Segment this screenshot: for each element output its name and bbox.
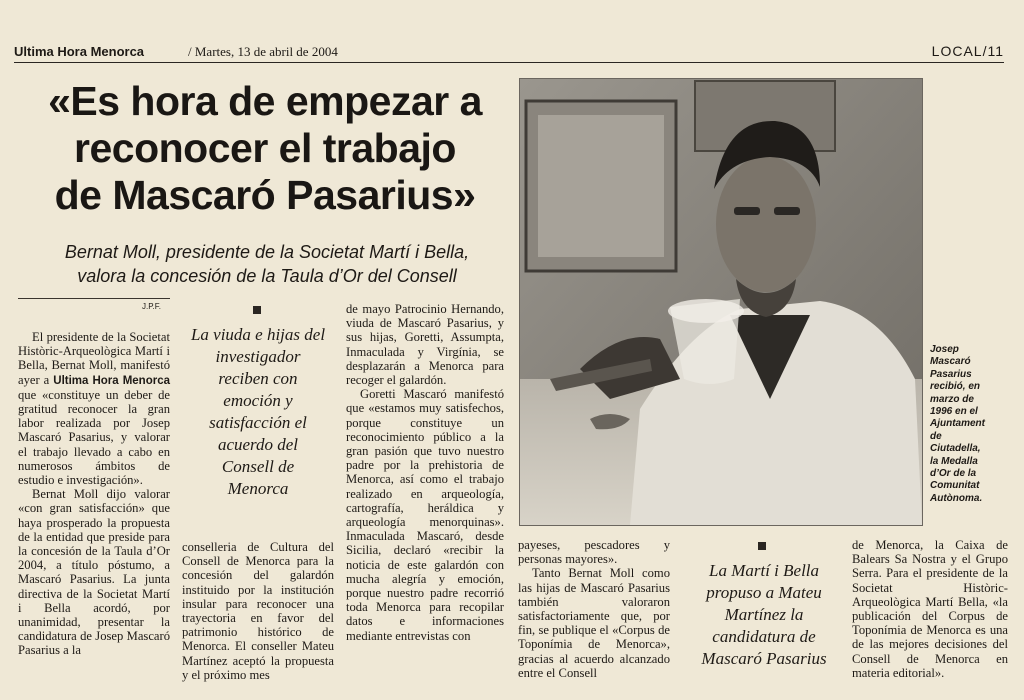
article-column-2 [182, 540, 334, 682]
publication-date: / Martes, 13 de abril de 2004 [188, 44, 338, 59]
paragraph: Bernat Moll dijo valorar «con gran satisfacción» que haya prosperado la propuesta de la entidad que preside para la concesión de la Taula d’Or 2004, a título póstumo, a Mascaró Pasarius. La junta directiva de la Societat Martí i Bella acordó, por unanimidad, presentar la candidatura de Josep Mascaró Pasarius a la [18, 487, 170, 658]
publication-mention: Ultima Hora Menorca [53, 374, 170, 387]
paragraph: de Menorca, la Caixa de Balears Sa Nostra y el Grupo Serra. Para el presidente de la Societat Històric-Arqueològica Martí Bella, «la publicación del Corpus de Toponímia de Menorca es una de las mejores decisiones del Consell de Menorca en materia editorial». [852, 538, 1008, 680]
paragraph: El presidente de la Societat Històric-Arqueològica Martí i Bella, Bernat Moll, manifestó ayer a Ultima Hora Menorca que «constituye un deber de gratitud reconocer la gran labor realizada por Josep Mascaró Pasarius, y valorar el trabajo llevado a cabo en numerosos ámbitos de estudio e investigación». [18, 330, 170, 488]
paragraph: Goretti Mascaró manifestó que «estamos muy satisfechos, porque constituye un reconocimiento público a la gran pasión que tuvo nuestro padre por la prehistoria de Menorca, así como el trabajo realizado en arqueología, cartografía, heráldica y arqueología menorquinas». Inmaculada Mascaró, desde Sicilia, declaró «recibir la noticia de este galardón con mucha alegría y emoción, porque nuestro padre recorrió toda Menorca para recopilar datos e informaciones mediante entrevistas con [346, 387, 504, 643]
byline-rule [18, 298, 170, 299]
paragraph: Tanto Bernat Moll como las hijas de Mascaró Pasarius también valoraron satisfactoriamente que, por fin, se publique el «Corpus de Toponímia de Menorca», gracias al acuerdo alcanzado entre el Consell [518, 566, 670, 680]
portrait-photo [519, 78, 923, 526]
subheadline-line: valora la concesión de la Taula d’Or del Consell [77, 266, 457, 286]
photo-illustration [520, 79, 922, 525]
headline-line: reconocer el trabajo [74, 125, 456, 171]
headline [22, 78, 508, 219]
article-column-3 [346, 302, 504, 643]
paragraph: de mayo Patrocinio Hernando, viuda de Mascaró Pasarius, y sus hijas, Goretti, Assumpta, Inmaculada y Virgínia, se desplazarán a Menorca para recoger el galardón. [346, 302, 504, 388]
bullet-marker [758, 542, 766, 550]
photo-caption: Josep Mascaró Pasarius recibió, en marzo de 1996 en el Ajuntament de Ciutadella, la Medalla d’Or de la Comunitat Autònoma. [930, 344, 985, 504]
publication-name: Ultima Hora Menorca [14, 44, 145, 59]
article-column-4 [518, 538, 670, 680]
article-column-5 [852, 538, 1008, 680]
subheadline [24, 240, 510, 288]
subheadline-line: Bernat Moll, presidente de la Societat Martí i Bella, [64, 242, 470, 262]
headline-line: de Mascaró Pasarius» [54, 172, 476, 218]
byline: J.P.F. [142, 302, 161, 311]
headline-line: «Es hora de empezar a [48, 78, 482, 124]
paragraph: conselleria de Cultura del Consell de Menorca para la concesión del galardón instituido por la institución insular para reconocer una trayectoria en favor del patrimonio histórico de Menorca. El conseller Mateu Martínez aceptó la propuesta y el próximo mes [182, 540, 334, 682]
section-page-label: LOCAL/11 [931, 43, 1004, 59]
pull-quote: La viuda e hijas del investigador reciben con emoción y satisfacción el acuerdo del Consell de Menorca [190, 325, 326, 498]
article-column-1 [18, 330, 170, 658]
masthead [14, 42, 1004, 63]
bullet-marker [253, 306, 261, 314]
pull-quote: La Martí i Bella propuso a Mateu Martínez la candidatura de Mascaró Pasarius [701, 561, 827, 668]
paragraph: payeses, pescadores y personas mayores». [518, 538, 670, 567]
